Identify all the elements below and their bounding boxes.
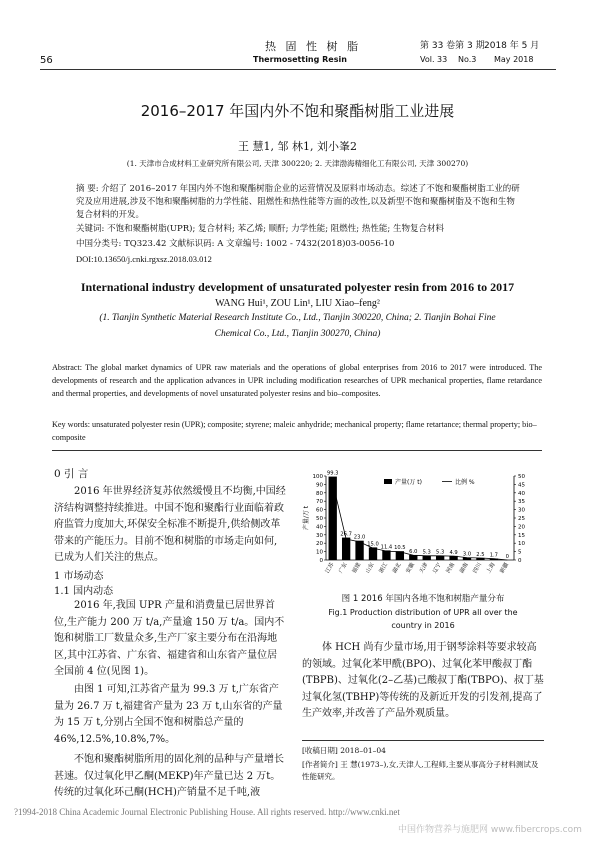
classification-line: 中国分类号: TQ323.42 文献标识码: A 文章编号: 1002 - 7432(2018)03-0056-10 — [76, 239, 395, 249]
affiliation-en-1: (1. Tianjin Synthetic Material Research Institute Co., Ltd., Tianjin 300220, China; 2. Tianjin Bohai Fine — [99, 313, 496, 323]
y-axis-label: 产量/万 t — [303, 505, 310, 531]
y2-tick-label: 0 — [518, 558, 522, 564]
y-tick-label: 100 — [312, 474, 323, 480]
section-1-1-heading: 1.1 国内动态 — [54, 586, 114, 597]
x-tick-label: 福建 — [351, 562, 363, 575]
legend-label-line: 比例 % — [455, 479, 475, 486]
volume-cn: 第 33 卷第 3 期 — [420, 41, 485, 51]
affiliation-cn: (1. 天津市合成材料工业研究所有限公司, 天津 300220; 2. 天津渤海精细化工有限公司, 天津 300270) — [126, 159, 469, 168]
x-tick-label: 辽宁 — [432, 562, 443, 575]
date-en: May 2018 — [494, 55, 534, 64]
watermark: 中国作物营养与施肥网 www.fibercrops.com — [398, 825, 582, 835]
authors-cn: 王 慧1, 邹 林1, 刘小峯2 — [238, 140, 357, 153]
figure-caption-en-1: Fig.1 Production distribution of UPR all over the — [328, 608, 518, 617]
data-label: 0 — [505, 554, 509, 560]
paragraph-2: 由图 1 可知,江苏省产量为 99.3 万 t,广东省产量为 26.7 万 t,福建省产量为 23 万 t,山东省的产量为 15 万 t,分别占全国不饱和树脂总产量的 46%,12.5%,10.8%,7%。 — [54, 684, 283, 745]
section-0-heading: 0 引 言 — [54, 468, 89, 480]
journal-name-cn: 热 固 性 树 脂 — [265, 40, 361, 53]
x-tick-label: 浙江 — [378, 562, 390, 575]
date-cn: 2018 年 5 月 — [484, 41, 540, 51]
bar-5 — [382, 550, 390, 560]
legend-label-bar: 产量(万 t) — [395, 479, 422, 486]
x-tick-label: 四川 — [472, 562, 484, 575]
author-note: [作者简介] 王 慧(1973–),女,天津人,工程师,主要从事高分子材料测试及性能研究。 — [302, 760, 539, 781]
y-tick-label: 70 — [316, 499, 323, 506]
x-tick-label: 安徽 — [405, 562, 417, 575]
data-label: 15.0 — [367, 541, 379, 548]
bar-4 — [369, 547, 377, 560]
data-label: 2.5 — [476, 551, 485, 558]
x-tick-label: 山东 — [365, 562, 376, 575]
y-tick-label: 30 — [316, 532, 323, 539]
y2-tick-label: 40 — [518, 490, 525, 497]
doi: DOI:10.13650/j.cnki.rgxsz.2018.03.012 — [76, 254, 212, 264]
volume-en: Vol. 33 — [420, 55, 448, 64]
bar-2 — [342, 538, 350, 560]
x-tick-label: 湖北 — [391, 562, 403, 575]
y-tick-label: 0 — [319, 558, 323, 564]
title-cn: 2016–2017 年国内外不饱和聚酯树脂工业进展 — [140, 102, 455, 120]
y2-tick-label: 35 — [518, 499, 525, 506]
y2-tick-label: 25 — [518, 516, 525, 522]
keywords-cn: 关键词: 不饱和聚酯树脂(UPR); 复合材料; 苯乙烯; 顺酐; 力学性能; 阻燃性; 热性能; 生物复合材料 — [76, 224, 444, 234]
abstract-en: Abstract: The global market dynamics of UPR raw materials and the operations of global enterprises from 2016 to 2017 were introduced. The developments of research and the application advances in UPR including modification researches of UPR mechanical properties, flame retardance and thermal properties, and developments of novel unsaturated polyester resins and bio–composites. — [52, 363, 542, 398]
figure-caption-en-2: country in 2016 — [391, 621, 455, 630]
bar-1 — [329, 477, 337, 560]
y2-tick-label: 10 — [518, 541, 525, 548]
y2-tick-label: 5 — [518, 549, 522, 556]
data-label: 6.0 — [409, 548, 418, 555]
data-label: 5.3 — [422, 549, 431, 556]
legend-swatch-bar — [384, 479, 392, 484]
y-tick-label: 90 — [316, 482, 323, 489]
data-label: 10.5 — [394, 545, 406, 552]
data-label: 26.7 — [340, 531, 352, 538]
y-tick-label: 40 — [316, 524, 323, 531]
data-label: 5.3 — [436, 549, 445, 556]
data-label: 3.0 — [462, 551, 472, 558]
y-tick-label: 50 — [316, 516, 323, 522]
x-tick-label: 上海 — [485, 562, 497, 575]
data-label: 11.4 — [380, 544, 393, 551]
x-tick-label: 江苏 — [324, 562, 336, 575]
data-label: 23.0 — [353, 534, 366, 541]
data-label: 99.3 — [326, 470, 339, 477]
x-tick-label: 河南 — [445, 562, 457, 575]
figure-caption-cn: 图 1 2016 年国内各地不饱和树脂产量分布 — [341, 594, 505, 604]
x-tick-label: 新疆 — [499, 562, 511, 575]
y-tick-label: 20 — [316, 541, 323, 548]
data-label: 1.7 — [489, 552, 498, 559]
abstract-rule — [52, 450, 542, 451]
y-tick-label: 10 — [316, 549, 323, 556]
journal-name-en: Thermosetting Resin — [253, 55, 347, 64]
y2-tick-label: 20 — [518, 524, 525, 531]
y-tick-label: 80 — [316, 490, 323, 497]
affiliation-en-2: Chemical Co., Ltd., Tianjin 300270, China) — [214, 329, 381, 339]
figure-1-chart — [300, 462, 546, 594]
header-rule — [40, 69, 556, 70]
x-tick-label: 湖南 — [459, 562, 470, 575]
y-tick-label: 60 — [316, 507, 323, 514]
keywords-en: Key words: unsaturated polyester resin (UPR); composite; styrene; maleic anhydride; mechanical property; flame retartance; thermal property; bio–composite — [52, 420, 537, 442]
page-number: 56 — [40, 55, 53, 66]
received-date: [收稿日期] 2018–01–04 — [302, 746, 386, 755]
y2-tick-label: 15 — [518, 532, 525, 539]
bar-8 — [423, 556, 431, 560]
x-tick-label: 天津 — [418, 562, 430, 575]
title-en: International industry development of unsaturated polyester resin from 2016 to 2017 — [80, 280, 515, 294]
x-tick-label: 广东 — [338, 562, 349, 575]
paragraph-1: 2016 年,我国 UPR 产量和消费量已居世界首位,生产能力 200 万 t/a,产量逾 150 万 t/a。国内不饱和树脂工厂数量众多,生产厂家主要分布在沿海地区,其中江苏省、广东省、福建省和山东省产量位居全国前 4 位(见图 1)。 — [54, 600, 285, 677]
section-1-heading: 1 市场动态 — [54, 571, 104, 582]
abstract-cn: 摘 要: 介绍了 2016–2017 年国内外不饱和聚酯树脂企业的运营情况及原料市场动态。综述了不饱和聚酯树脂工业的研究及应用进展,涉及不饱和聚酯树脂的力学性能、阻燃性和热性能等方面的改性,以及新型不饱和聚酯树脂及不饱和生物复合材料的开发。 — [76, 184, 520, 220]
right-paragraph: 体 HCH 尚有少量市场,用于钢琴涂料等要求较高的领域。过氧化苯甲酰(BPO)、过氧化苯甲酸叔丁酯(TBPB)、过氧化(2–乙基)己酸叔丁酯(TBPO)、叔丁基过氧化氢(TBHP)等传统的及新近开发的引发剂,提高了生产效率,并改善了产品外观质量。 — [302, 642, 544, 719]
issue-en: No.3 — [458, 55, 477, 64]
intro-paragraph: 2016 年世界经济复苏依然缓慢且不均衡,中国经济结构调整持续推进。中国不饱和聚酯行业面临着政府监管力度加大,环保安全标准不断提升,供给侧改革带来的产能压力。目前不饱和树脂的市场走向如何,已成为人们关注的焦点。 — [54, 486, 286, 563]
paragraph-3: 不饱和聚酯树脂所用的固化剂的品种与产量增长甚速。仅过氧化甲乙酮(MEKP)年产量已达 2 万t。传统的过氧化环己酮(HCH)产销量不足千吨,液 — [54, 754, 284, 798]
y2-tick-label: 45 — [518, 482, 525, 489]
y2-tick-label: 30 — [518, 507, 525, 514]
authors-en: WANG Hui¹, ZOU Lin¹, LIU Xiao–feng² — [215, 298, 380, 309]
footnote-rule — [302, 740, 544, 741]
y2-tick-label: 50 — [518, 474, 525, 480]
copyright-footer: ?1994-2018 China Academic Journal Electronic Publishing House. All rights reserved. http://www.cnki.net — [14, 807, 400, 817]
data-label: 4.9 — [449, 549, 458, 556]
